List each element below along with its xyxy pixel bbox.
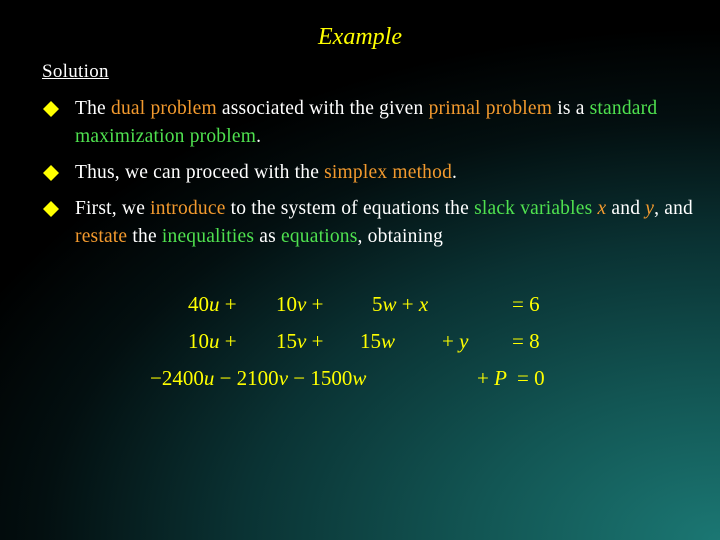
bullet-text <box>75 162 457 183</box>
bullet-item <box>42 95 702 151</box>
bullet-item <box>42 159 702 187</box>
text-run: Thus, we can proceed with the <box>75 162 325 183</box>
highlight-term: simplex method <box>324 162 453 183</box>
highlight-term: equations <box>280 226 358 247</box>
text-run: the <box>127 226 162 247</box>
eq1-term3: 5w + x <box>372 292 429 316</box>
eq2-term4: + y <box>442 329 469 353</box>
text-run: is a <box>552 98 590 119</box>
highlight-term: standard maximization problem <box>75 98 658 147</box>
diamond-bullet-icon <box>42 200 60 218</box>
text-run: and <box>606 198 646 219</box>
highlight-term: introduce <box>150 198 226 219</box>
bullet-list <box>42 95 702 259</box>
eq1-term2: 10v + <box>276 292 324 316</box>
highlight-term: primal problem <box>428 98 553 119</box>
eq3-term1: −2400u − 2100v − 1500w <box>150 366 367 390</box>
text-run: The <box>75 98 111 119</box>
eq3-term4: + P <box>477 366 507 390</box>
highlight-term: slack variables <box>474 198 598 219</box>
text-run: First, we <box>75 198 151 219</box>
highlight-term: restate <box>75 226 128 247</box>
bullet-text <box>75 98 657 147</box>
diamond-bullet-icon <box>42 164 60 182</box>
text-run: . <box>452 162 458 183</box>
equation-system <box>150 290 570 396</box>
eq2-term2: 15v + <box>276 329 324 353</box>
eq2-rhs: = 8 <box>512 329 540 353</box>
text-run: associated with the given <box>216 98 429 119</box>
eq2-term3: 15w <box>360 329 396 353</box>
highlight-term: dual problem <box>111 98 217 119</box>
solution-heading: Solution <box>42 61 109 82</box>
text-run: as <box>254 226 281 247</box>
text-run: . <box>256 126 262 147</box>
text-run: , and <box>654 198 693 219</box>
eq1-term1: 40u + <box>188 292 237 316</box>
text-run: to the system of equations the <box>225 198 475 219</box>
text-run: , obtaining <box>357 226 444 247</box>
bullet-item <box>42 195 702 251</box>
variable-x: x <box>597 198 607 219</box>
eq1-rhs: = 6 <box>512 292 540 316</box>
diamond-bullet-icon <box>42 100 60 118</box>
slide-title: Example <box>318 24 402 50</box>
eq3-rhs: = 0 <box>517 366 545 390</box>
highlight-term: inequalities <box>161 226 255 247</box>
bullet-text <box>75 198 693 247</box>
eq2-term1: 10u + <box>188 329 237 353</box>
variable-y: y <box>645 198 655 219</box>
